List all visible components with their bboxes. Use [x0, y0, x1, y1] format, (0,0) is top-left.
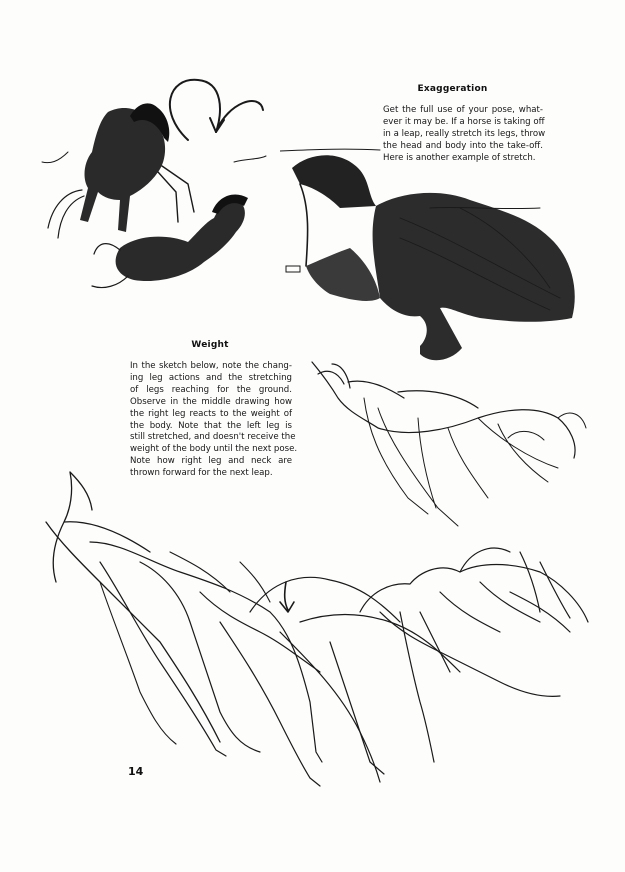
weight-line-10: thrown forward for the next leap. [130, 468, 273, 479]
weight-line-2: ing leg actions and the stretching [130, 372, 292, 383]
exaggeration-heading: Exaggeration [417, 84, 488, 94]
weight-line-5: the right leg reacts to the weight of [130, 408, 292, 419]
page-number: 14 [128, 765, 144, 778]
exaggeration-line-1: Get the full use of your pose, what- [383, 105, 543, 115]
weight-heading: Weight [191, 340, 229, 350]
hippo-sketch [280, 148, 580, 370]
weight-paragraph [130, 361, 298, 480]
weight-line-6: the body. Note that the left leg is [130, 420, 292, 431]
weight-line-8: weight of the body until the next pose. [130, 444, 298, 455]
horse-fight-sketch [38, 72, 268, 302]
weight-line-4: Observe in the middle drawing how [130, 396, 292, 407]
weight-line-3: of legs reaching for the ground. [130, 384, 292, 395]
weight-line-1: In the sketch below, note the chang- [130, 361, 292, 371]
exaggeration-line-3: in a leap, really stretch its legs, throw [383, 128, 546, 139]
exaggeration-line-4: the head and body into the take-off. [383, 140, 543, 151]
exaggeration-line-2: ever it may be. If a horse is taking off [383, 116, 545, 127]
weight-line-7: still stretched, and doesn't receive the [130, 432, 296, 443]
leap-sequence-sketch [40, 462, 590, 792]
exaggeration-line-5: Here is another example of stretch. [383, 152, 536, 163]
weight-line-9: Note how right leg and neck are [130, 456, 292, 467]
exaggeration-paragraph [383, 105, 546, 165]
